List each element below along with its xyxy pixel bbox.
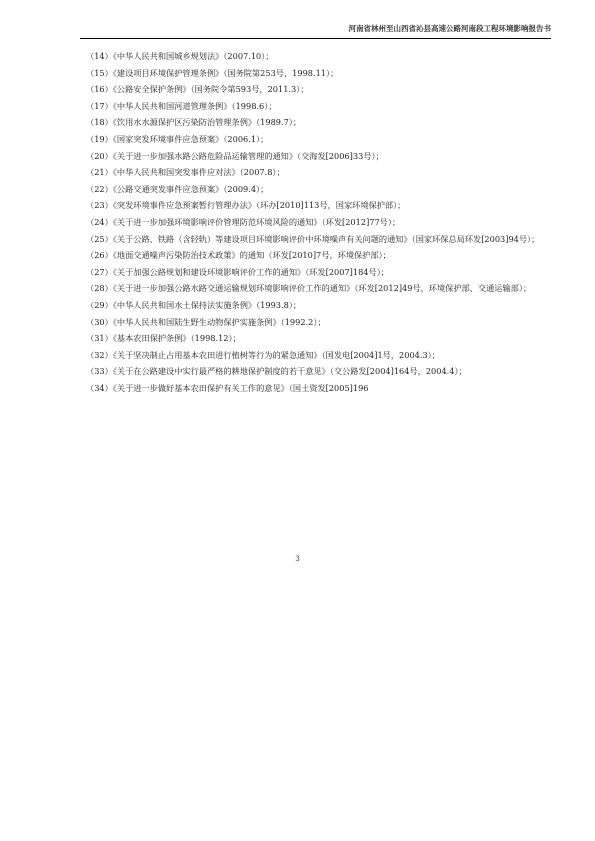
list-item: （19）《国家突发环境事件应急预案》（2006.1）； — [86, 133, 269, 144]
list-item: （32）《关于坚决制止占用基本农田进行植树等行为的紧急通知》（国发电[2004]1号，2004.3）； — [86, 349, 440, 360]
list-item: （26）《地面交通噪声污染防治技术政策》的通知（环发[2010]7号，环境保护部）； — [86, 250, 391, 261]
list-item: （22）《公路交通突发事件应急预案》（2009.4）； — [86, 183, 269, 194]
header-title: 河南省林州至山西省沁县高速公路河南段工程环境影响报告书 — [348, 24, 551, 33]
list-item: （24）《关于进一步加强环境影响评价管理防范环境风险的通知》（环发[2012]77号）； — [86, 216, 401, 227]
list-item: （21）《中华人民共和国突发事件应对法》（2007.8）； — [86, 167, 285, 178]
list-item: （28）《关于进一步加强公路水路交通运输规划环境影响评价工作的通知》（环发[2012]49号，环境保护部、交通运输部）； — [86, 283, 532, 294]
list-item: （31）《基本农田保护条例》（1998.12）； — [86, 333, 241, 344]
regulation-list — [86, 48, 547, 396]
list-item: （17）《中华人民共和国河道管理条例》（1998.6）； — [86, 100, 277, 111]
list-item: （15）《建设项目环境保护管理条例》（国务院第253号，1998.11）； — [86, 67, 339, 78]
list-item: （23）《突发环境事件应急预案暂行管理办法》（环办[2010]113号，国家环境保护部）； — [86, 200, 406, 211]
list-item: （14）《中华人民共和国城乡规划法》（2007.10）； — [86, 51, 274, 61]
list-item: （16）《公路安全保护条例》（国务院令第593号，2011.3）； — [86, 84, 309, 95]
page-number: 3 — [295, 555, 300, 563]
list-item: （27）《关于加强公路规划和建设环境影响评价工作的通知》（环发[2007]184号）； — [86, 266, 389, 277]
list-item: （20）《关于进一步加强水路公路危险品运输管理的通知》（交海发[2006]33号）； — [86, 150, 384, 161]
list-item: （18）《饮用水水源保护区污染防治管理条例》（1989.7）； — [86, 117, 302, 128]
list-item: （25）《关于公路、铁路（含轻轨）等建设项目环境影响评价中环境噪声有关问题的通知》（国家环保总局环发[2003]94号）； — [86, 233, 540, 244]
list-item: （34）《关于进一步做好基本农田保护有关工作的意见》（国土资发[2005]196 — [86, 382, 369, 393]
list-item: （33）《关于在公路建设中实行最严格的耕地保护制度的若干意见》（交公路发[2004]164号，2004.4）； — [86, 366, 467, 377]
list-item: （29）《中华人民共和国水土保持法实施条例》（1993.8）； — [86, 299, 302, 310]
list-item: （30）《中华人民共和国陆生野生动物保护实施条例》（1992.2）； — [86, 316, 326, 327]
page-header — [80, 22, 551, 39]
